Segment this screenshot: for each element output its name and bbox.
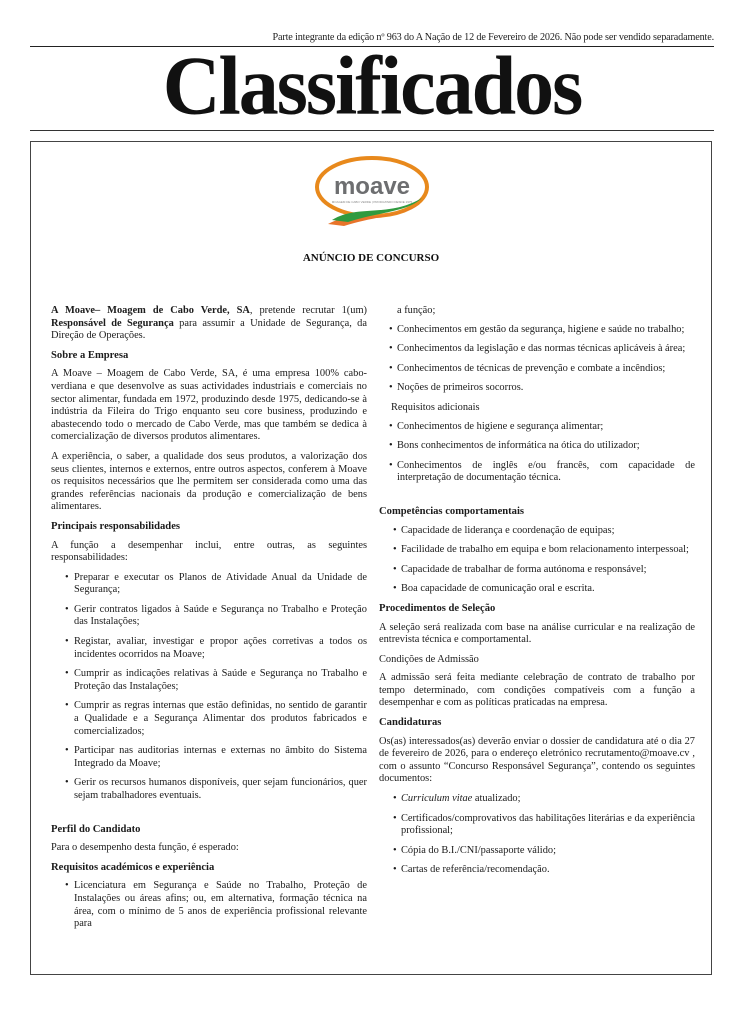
- list-item: • Registar, avaliar, investigar e propor ações corretivas a todos os incidentes ocorridos na Moave;: [51, 636, 367, 661]
- behavioral-heading: Competências comportamentais: [379, 505, 525, 517]
- academic-list-continued: [379, 324, 695, 395]
- academic-item-continuation: a função;: [397, 305, 436, 316]
- selection-text: A seleção será realizada com base na análise curricular e na realização de entrevista técnica e comportamental.: [379, 621, 695, 646]
- academic-heading: Requisitos académicos e experiência: [51, 861, 215, 873]
- company-name: A Moave– Moagem de Cabo Verde, SA: [51, 305, 250, 316]
- cv-label: Curriculum vitae: [401, 793, 473, 805]
- academic-list: [51, 880, 367, 930]
- job-ad: [30, 141, 712, 975]
- selection-heading: Procedimentos de Seleção: [379, 602, 496, 614]
- admission-text: A admissão será feita mediante celebração de contrato de trabalho por tempo determinado, com condições compatíveis com a função a desempenhar e com as políticas praticadas na empresa.: [379, 672, 695, 709]
- documents-list: [379, 793, 695, 877]
- ad-title: ANÚNCIO DE CONCURSO: [302, 252, 440, 264]
- responsibilities-intro: A função a desempenhar inclui, entre outras, as seguintes responsabilidades:: [51, 539, 367, 564]
- responsibilities-list: [51, 572, 367, 803]
- role-name: Responsável de Segurança: [51, 317, 174, 329]
- right-column: [379, 305, 695, 884]
- behavioral-list: [379, 525, 695, 596]
- profile-heading: Perfil do Candidato: [51, 823, 141, 835]
- moave-logo-icon: [314, 154, 430, 228]
- list-item: • Certificados/comprovativos das habilitações literárias e da experiência profissional;: [379, 813, 695, 838]
- about-paragraph-1: A Moave – Moagem de Cabo Verde, SA, é uma empresa 100% cabo-verdiana e que desenvolve as suas actividades industriais e comerciais no sector alimentar, fundada em 1972, produzindo desde 1975, dedicando-se à indústria da Fileira do Trigo enquanto seu core business, produzindo e abastecendo todo o mercado de Cabo Verde, mas que também se dedica à comercialização de diversos produtos alimentares.: [51, 368, 367, 443]
- list-item: [379, 793, 695, 806]
- svg-text:moave: moave: [333, 173, 411, 200]
- left-column: [51, 305, 367, 938]
- list-item: • Facilidade de trabalho em equipa e bom relacionamento interpessoal;: [379, 544, 695, 557]
- responsibilities-heading: Principais responsabilidades: [51, 520, 181, 532]
- intro-text-end: para assumir a Unidade de Segurança, da Direção de Operações.: [51, 317, 367, 342]
- list-item: • Gerir contratos ligados à Saúde e Segurança no Trabalho e Proteção das Instalações;: [51, 604, 367, 629]
- list-item: • Conhecimentos de higiene e segurança alimentar;: [379, 421, 695, 434]
- list-item: • Participar nas auditorias internas e externas no âmbito do Sistema Integrado da Moave;: [51, 745, 367, 770]
- admission-heading: Condições de Admissão: [379, 653, 479, 665]
- additional-list: [379, 421, 695, 485]
- list-item: • Gerir os recursos humanos disponíveis, quer sejam funcionários, quer sejam trabalhadores eventuais.: [51, 777, 367, 802]
- intro-paragraph: [51, 305, 367, 343]
- list-item: • Conhecimentos de técnicas de prevenção e combate a incêndios;: [379, 363, 695, 376]
- about-heading: Sobre a Empresa: [51, 349, 129, 361]
- list-item: • Noções de primeiros socorros.: [379, 382, 695, 395]
- list-item: • Capacidade de trabalhar de forma autónoma e responsável;: [379, 564, 695, 577]
- list-item: • Boa capacidade de comunicação oral e escrita.: [379, 583, 695, 596]
- additional-heading: Requisitos adicionais: [391, 401, 480, 413]
- edition-note: Parte integrante da edição nº 963 do A Nação de 12 de Fevereiro de 2026. Não pode ser vendido separadamente.: [272, 32, 714, 43]
- applications-heading: Candidaturas: [379, 717, 442, 729]
- cv-rest: atualizado;: [472, 793, 521, 805]
- list-item: • Licenciatura em Segurança e Saúde no Trabalho, Proteção de Instalações ou áreas afins; ou, em alternativa, formação técnica na área, com o mínimo de 5 anos de experiência profissional relevante para: [51, 880, 367, 930]
- list-item: • Cartas de referência/recomendação.: [379, 864, 695, 877]
- section-title: Classificados: [162, 39, 582, 133]
- svg-text:MOAGEM DE CABO VERDE | PRODUZI: MOAGEM DE CABO VERDE | PRODUZINDO DESDE 1975: [331, 200, 413, 204]
- list-item: • Cumprir as indicações relativas à Saúde e Segurança no Trabalho e Proteção das Instalações;: [51, 668, 367, 693]
- list-item: • Conhecimentos da legislação e das normas técnicas aplicáveis à área;: [379, 343, 695, 356]
- profile-intro: Para o desempenho desta função, é esperado:: [51, 842, 239, 854]
- intro-text: , pretende recrutar 1(um): [249, 305, 367, 316]
- about-paragraph-2: A experiência, o saber, a qualidade dos seus produtos, a valorização dos seus clientes, internos e externos, entre outros aspectos, conferem à Moave os requisitos necessários que lhe permitem ser considerada como uma das grandes referências nacionais da produção e comercialização de bens alimentares.: [51, 450, 367, 513]
- masthead: [30, 39, 714, 133]
- list-item: • Conhecimentos de inglês e/ou francês, com capacidade de interpretação de documentação técnica.: [379, 460, 695, 485]
- list-item: • Cumprir as regras internas que estão definidas, no sentido de garantir a Qualidade e a Segurança Alimentar dos produtos fabricados e comercializados;: [51, 700, 367, 738]
- list-item: • Bons conhecimentos de informática na ótica do utilizador;: [379, 440, 695, 453]
- list-item: • Capacidade de liderança e coordenação de equipas;: [379, 525, 695, 538]
- list-item: • Cópia do B.I./CNI/passaporte válido;: [379, 845, 695, 858]
- list-item: • Preparar e executar os Planos de Atividade Anual da Unidade de Segurança;: [51, 572, 367, 597]
- applications-text: Os(as) interessados(as) deverão enviar o dossier de candidatura até o dia 27 de fevereiro de 2026, para o endereço eletrónico recrutamento@moave.cv , com o assunto “Concurso Responsável Segurança”, contendo os seguintes documentos:: [379, 735, 695, 785]
- list-item: • Conhecimentos em gestão da segurança, higiene e saúde no trabalho;: [379, 324, 695, 337]
